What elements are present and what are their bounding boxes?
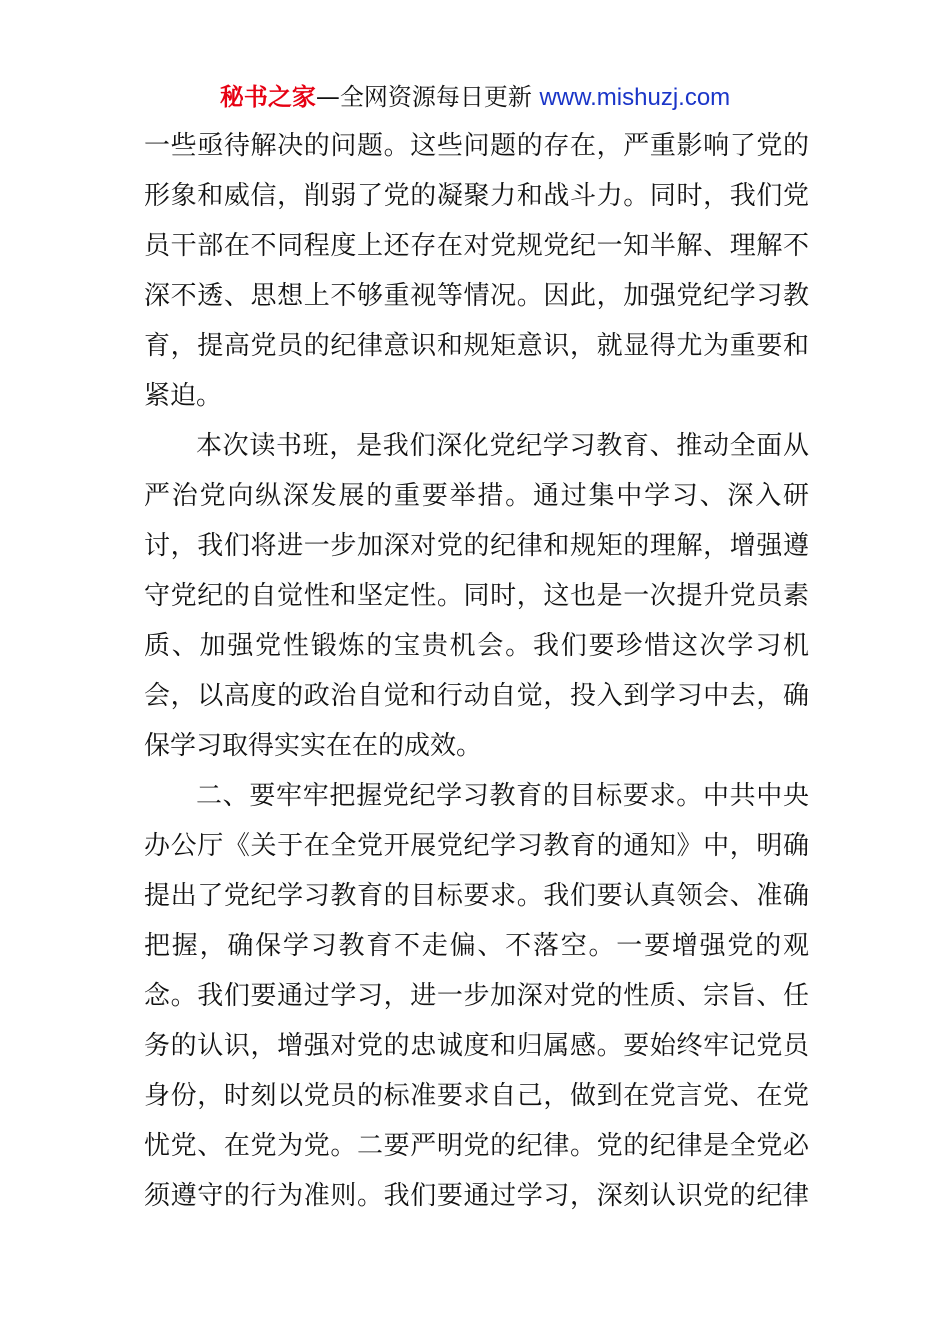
text-line: 身份，时刻以党员的标准要求自己，做到在党言党、在党 <box>144 1081 809 1111</box>
site-tagline: —全网资源每日更新 <box>315 83 540 111</box>
text-line: 讨，我们将进一步加深对党的纪律和规矩的理解，增强遵 <box>144 531 809 561</box>
text-line: 形象和威信，削弱了党的凝聚力和战斗力。同时，我们党 <box>144 181 809 211</box>
text-line: 忧党、在党为党。二要严明党的纪律。党的纪律是全党必 <box>144 1131 809 1161</box>
document-body <box>144 121 809 1221</box>
text-line: 把握，确保学习教育不走偏、不落空。一要增强党的观 <box>144 931 809 961</box>
paragraph <box>144 121 809 421</box>
text-line: 务的认识，增强对党的忠诚度和归属感。要始终牢记党员 <box>144 1031 809 1061</box>
text-line: 本次读书班，是我们深化党纪学习教育、推动全面从 <box>196 431 809 461</box>
site-brand: 秘书之家 <box>219 83 316 111</box>
text-line: 员干部在不同程度上还存在对党规党纪一知半解、理解不 <box>144 231 809 261</box>
paragraph <box>144 421 809 771</box>
text-line: 守党纪的自觉性和坚定性。同时，这也是一次提升党员素 <box>144 581 809 611</box>
text-line: 提出了党纪学习教育的目标要求。我们要认真领会、准确 <box>144 881 809 911</box>
text-line: 育，提高党员的纪律意识和规矩意识，就显得尤为重要和 <box>144 331 809 361</box>
text-line: 质、加强党性锻炼的宝贵机会。我们要珍惜这次学习机 <box>144 631 809 661</box>
text-line: 二、要牢牢把握党纪学习教育的目标要求。中共中央 <box>196 781 809 811</box>
text-line: 保学习取得实实在在的成效。 <box>144 731 483 761</box>
text-line: 须遵守的行为准则。我们要通过学习，深刻认识党的纪律 <box>144 1181 809 1211</box>
text-line: 会，以高度的政治自觉和行动自觉，投入到学习中去，确 <box>144 681 809 711</box>
text-line: 紧迫。 <box>144 381 223 411</box>
text-line: 念。我们要通过学习，进一步加深对党的性质、宗旨、任 <box>144 981 809 1011</box>
site-url-link[interactable]: www.mishuzj.com <box>539 84 731 111</box>
text-line: 一些亟待解决的问题。这些问题的存在，严重影响了党的 <box>144 131 809 161</box>
page-header <box>0 80 950 115</box>
text-line: 办公厅《关于在全党开展党纪学习教育的通知》中，明确 <box>144 831 809 861</box>
text-line: 严治党向纵深发展的重要举措。通过集中学习、深入研 <box>144 481 809 511</box>
paragraph <box>144 771 809 1221</box>
text-line: 深不透、思想上不够重视等情况。因此，加强党纪学习教 <box>144 281 809 311</box>
